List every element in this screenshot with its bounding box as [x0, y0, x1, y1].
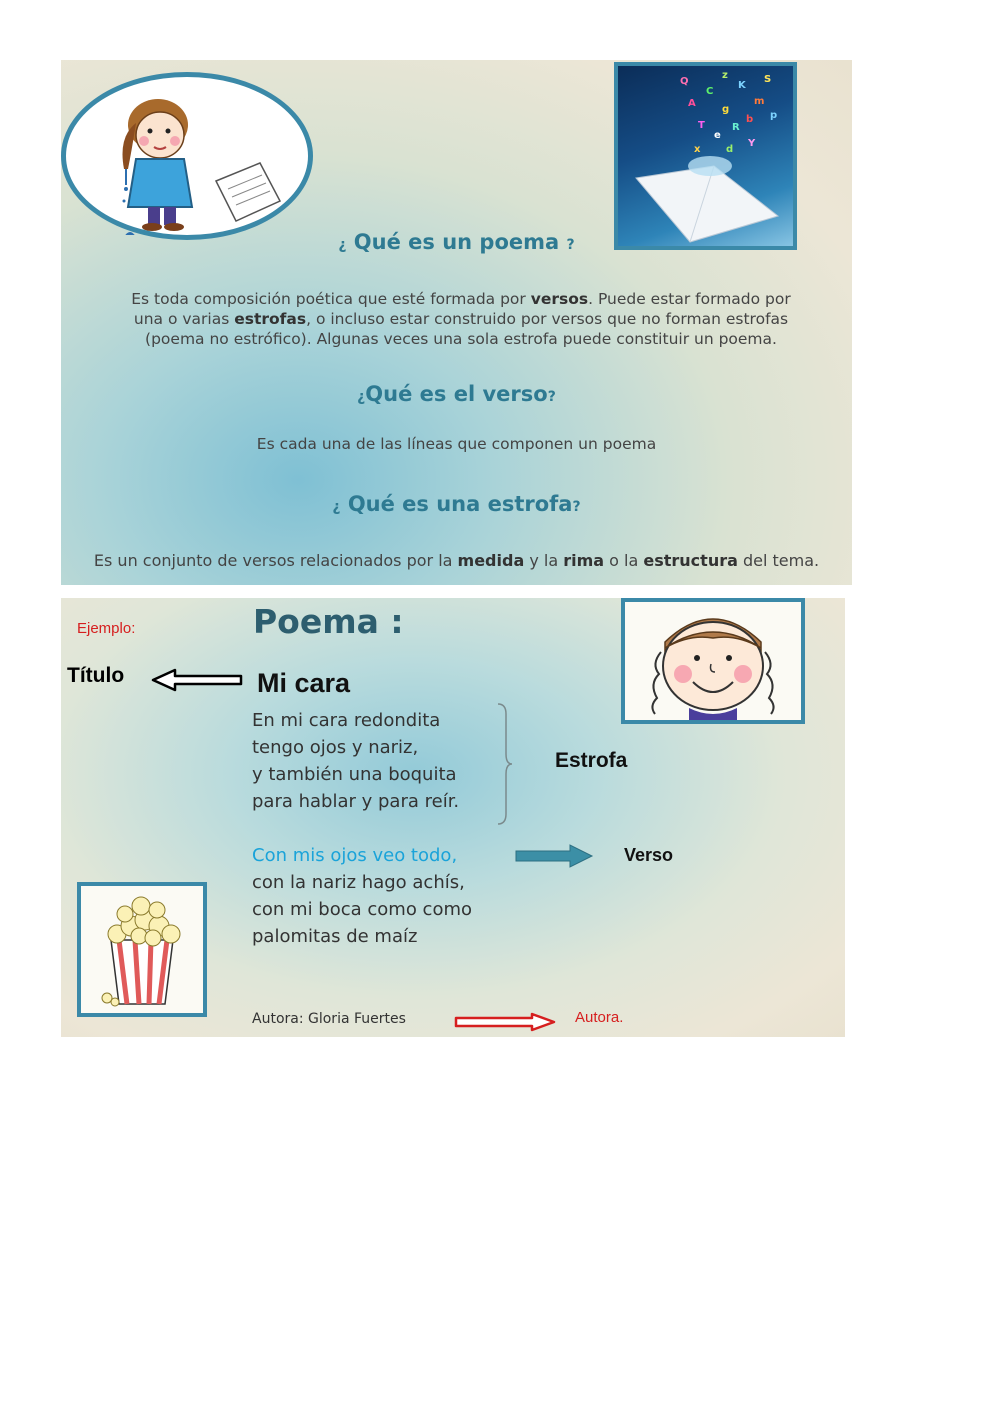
- poem-line: y también una boquita: [252, 764, 457, 785]
- def-text: del tema.: [737, 551, 820, 570]
- child-writer-illustration: [66, 77, 308, 235]
- question-close-mark: ?: [566, 237, 575, 253]
- svg-text:b: b: [746, 114, 754, 125]
- def-text: (poema no estrófico). Algunas veces una sola estrofa puede constituir un poema.: [145, 330, 777, 348]
- magic-book-illustration: [618, 66, 793, 246]
- def-text: una o varias: [133, 310, 235, 328]
- question-close-mark: ?: [572, 499, 581, 515]
- poem-line: tengo ojos y nariz,: [252, 737, 419, 758]
- verse-definition: Es cada una de las líneas que componen un poema: [256, 435, 657, 453]
- svg-text:A: A: [688, 98, 696, 109]
- svg-text:S: S: [764, 74, 772, 85]
- child-writer-frame: [61, 72, 313, 240]
- question-open-mark: ¿: [332, 499, 341, 515]
- girl-face-illustration: [625, 602, 801, 720]
- def-text: y la: [524, 551, 564, 570]
- def-bold-estructura: estructura: [643, 551, 738, 570]
- poem-line: En mi cara redondita: [252, 710, 441, 731]
- poem-line: para hablar y para reír.: [252, 791, 460, 812]
- svg-text:m: m: [754, 96, 765, 107]
- svg-text:g: g: [722, 104, 730, 115]
- stanza-1: [252, 707, 459, 815]
- def-text: . Puede estar formado por: [588, 290, 791, 308]
- svg-text:p: p: [770, 110, 778, 121]
- magic-book-frame: [614, 62, 797, 250]
- ejemplo-label: Ejemplo:: [77, 620, 136, 637]
- svg-text:Q: Q: [680, 76, 689, 87]
- svg-text:K: K: [738, 80, 746, 91]
- def-text: o la: [604, 551, 644, 570]
- brace-icon: [496, 702, 514, 826]
- poem-definition: [81, 289, 841, 349]
- def-bold-rima: rima: [563, 551, 605, 570]
- svg-text:d: d: [726, 144, 734, 155]
- question-what-is-poem: [61, 230, 852, 254]
- question-open-mark: ¿: [357, 389, 366, 405]
- autora-label: Autora.: [575, 1009, 624, 1026]
- question-text: Qué es un poema: [353, 230, 560, 254]
- poem-line: palomitas de maíz: [252, 926, 418, 947]
- svg-text:Y: Y: [748, 138, 756, 149]
- question-what-is-stanza: [61, 492, 852, 516]
- svg-text:z: z: [722, 70, 728, 81]
- popcorn-frame: [77, 882, 207, 1017]
- svg-text:R: R: [732, 122, 740, 133]
- question-text: Qué es una estrofa: [347, 492, 573, 516]
- titulo-label: Título: [67, 664, 125, 687]
- poem-line: con la nariz hago achís,: [252, 872, 465, 893]
- estrofa-label: Estrofa: [555, 749, 628, 772]
- poem-line: con mi boca como como: [252, 899, 473, 920]
- definitions-slide: [61, 60, 852, 585]
- author-line: Autora: Gloria Fuertes: [252, 1011, 406, 1027]
- question-open-mark: ¿: [338, 237, 347, 253]
- stanza-definition: [61, 551, 852, 571]
- right-arrow-icon: [514, 843, 594, 869]
- svg-text:T: T: [698, 120, 705, 131]
- question-close-mark: ?: [547, 389, 556, 405]
- popcorn-illustration: [81, 886, 203, 1013]
- question-text: Qué es el verso: [365, 382, 548, 406]
- def-text: , o incluso estar construido por versos que no forman estrofas: [306, 310, 789, 328]
- svg-text:C: C: [706, 86, 714, 97]
- svg-text:x: x: [694, 144, 701, 155]
- poema-heading: Poema :: [253, 602, 404, 641]
- def-bold-versos: versos: [530, 290, 589, 308]
- verso-label: Verso: [624, 845, 674, 865]
- poem-title: Mi cara: [257, 668, 351, 698]
- stanza-2: [252, 842, 472, 950]
- girl-face-frame: [621, 598, 805, 724]
- def-text: Es toda composición poética que esté formada por: [131, 290, 531, 308]
- question-what-is-verse: [61, 382, 852, 406]
- def-bold-medida: medida: [457, 551, 525, 570]
- poem-line-highlighted: Con mis ojos veo todo,: [252, 845, 458, 866]
- def-bold-estrofas: estrofas: [234, 310, 307, 328]
- def-text: Es un conjunto de versos relacionados por la: [93, 551, 458, 570]
- left-arrow-icon: [151, 668, 243, 692]
- red-right-arrow-icon: [454, 1012, 556, 1032]
- example-slide: [61, 598, 845, 1037]
- svg-text:e: e: [714, 130, 721, 141]
